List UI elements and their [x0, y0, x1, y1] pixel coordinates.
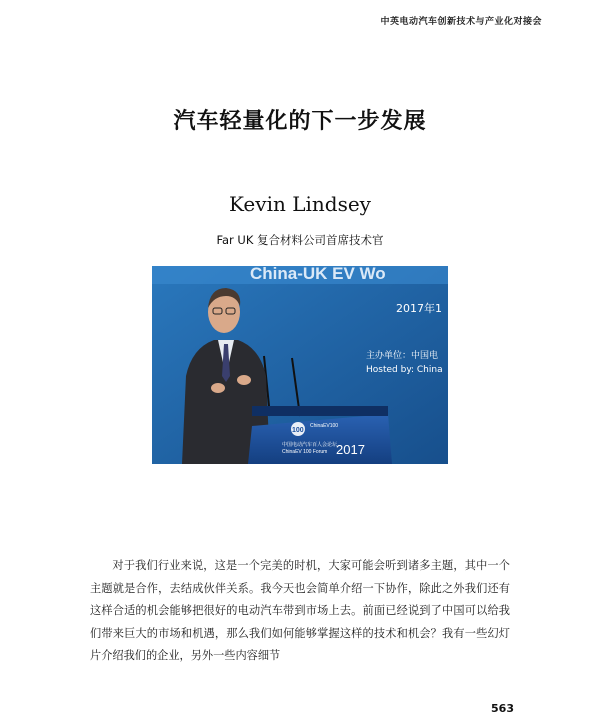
host-label-en: Hosted by: China — [366, 365, 443, 375]
author-affiliation: Far UK 复合材料公司首席技术官 — [216, 233, 384, 247]
speaker-photo-illustration — [152, 266, 448, 464]
speaker-photo — [152, 266, 448, 464]
podium-logo: 100 — [292, 427, 304, 434]
body-paragraph: 对于我们行业来说，这是一个完美的时机，大家可能会听到诸多主题，其中一个主题就是合作，去结成伙伴关系。我今天也会简单介绍一下协作，除此之外我们还有这样合适的机会能够把很好的电动汽车带到市场上去。前面已经说到了中国可以给我们带来巨大的市场和机遇，那么我们如何能够掌握这样的技术和机会？我有一些幻灯片介绍我们的企业，另外一些内容细节 — [90, 559, 510, 662]
podium-caption-cn: 中国电动汽车百人会论坛 — [282, 442, 338, 448]
event-date: 2017年1 — [396, 302, 442, 315]
podium — [248, 406, 392, 464]
banner-text: China-UK EV Wo — [250, 266, 386, 283]
article-title: 汽车轻量化的下一步发展 — [173, 109, 427, 134]
podium-caption-en: ChinaEV 100 Forum — [282, 449, 328, 455]
host-label-cn: 主办单位：中国电 — [366, 351, 439, 361]
author-name: Kevin Lindsey — [229, 192, 371, 216]
podium-logo-sub: ChinaEV100 — [310, 423, 339, 429]
podium-year: 2017 — [336, 442, 365, 457]
running-header: 中英电动汽车创新技术与产业化对接会 — [380, 17, 542, 27]
page-number: 563 — [491, 702, 514, 715]
